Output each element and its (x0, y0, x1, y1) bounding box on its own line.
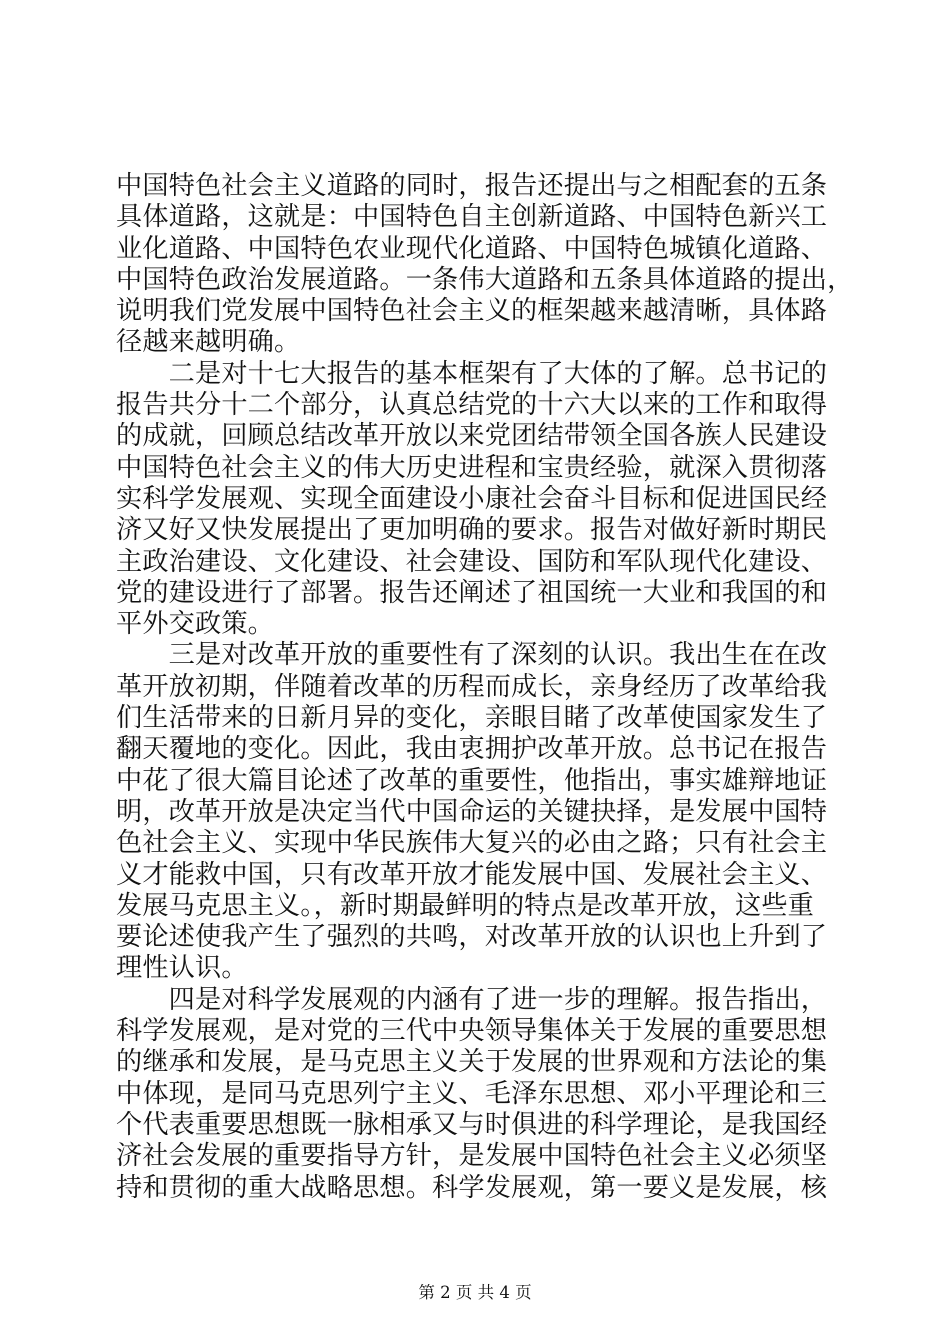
text-line: 济又好又快发展提出了更加明确的要求。报告对做好新时期民 (116, 515, 828, 546)
page-footer: 第 2 页 共 4 页 (418, 1283, 532, 1302)
text-line: 义才能救中国，只有改革开放才能发展中国、发展社会主义、 (116, 859, 828, 890)
text-line: 要论述使我产生了强烈的共鸣，对改革开放的认识也上升到了 (116, 922, 828, 953)
text-line: 中国特色社会主义道路的同时，报告还提出与之相配套的五条 (116, 171, 828, 201)
text-line: 科学发展观，是对党的三代中央领导集体关于发展的重要思想 (116, 1016, 828, 1047)
text-line: 革开放初期，伴随着改革的历程而成长，亲身经历了改革给我 (116, 671, 828, 702)
text-line: 中体现，是同马克思列宁主义、毛泽东思想、邓小平理论和三 (116, 1078, 828, 1109)
text-line: 的成就，回顾总结改革开放以来党团结带领全国各族人民建设 (116, 421, 828, 452)
text-line: 说明我们党发展中国特色社会主义的框架越来越清晰，具体路 (116, 296, 828, 327)
text-line: 具体道路，这就是：中国特色自主创新道路、中国特色新兴工 (116, 202, 828, 233)
text-line: 色社会主义、实现中华民族伟大复兴的必由之路；只有社会主 (116, 828, 828, 859)
text-line: 济社会发展的重要指导方针，是发展中国特色社会主义必须坚 (116, 1141, 828, 1172)
text-line: 中花了很大篇目论述了改革的重要性，他指出，事实雄辩地证 (116, 765, 828, 796)
text-line: 发展马克思主义。，新时期最鲜明的特点是改革开放，这些重 (116, 890, 815, 921)
text-line: 二是对十七大报告的基本框架有了大体的了解。总书记的 (116, 358, 828, 389)
text-line: 理性认识。 (116, 953, 248, 984)
text-line: 主政治建设、文化建设、社会建设、国防和军队现代化建设、 (116, 546, 828, 577)
text-line: 个代表重要思想既一脉相承又与时俱进的科学理论，是我国经 (116, 1109, 828, 1140)
text-line: 中国特色社会主义的伟大历史进程和宝贵经验，就深入贯彻落 (116, 452, 828, 483)
text-line: 的继承和发展，是马克思主义关于发展的世界观和方法论的集 (116, 1047, 828, 1078)
text-line: 中国特色政治发展道路。一条伟大道路和五条具体道路的提出， (116, 264, 854, 295)
text-line: 们生活带来的日新月异的变化，亲眼目睹了改革使国家发生了 (116, 703, 828, 734)
text-line: 明，改革开放是决定当代中国命运的关键抉择，是发展中国特 (116, 796, 828, 827)
text-line: 报告共分十二个部分，认真总结党的十六大以来的工作和取得 (116, 390, 828, 421)
text-line: 四是对科学发展观的内涵有了进一步的理解。报告指出， (116, 984, 828, 1015)
text-line: 翻天覆地的变化。因此，我由衷拥护改革开放。总书记在报告 (116, 734, 828, 765)
text-line: 业化道路、中国特色农业现代化道路、中国特色城镇化道路、 (116, 233, 828, 264)
text-line: 持和贯彻的重大战略思想。科学发展观，第一要义是发展，核 (116, 1172, 828, 1203)
text-line: 三是对改革开放的重要性有了深刻的认识。我出生在在改 (116, 640, 828, 671)
body-text (116, 171, 854, 1204)
text-line: 径越来越明确。 (116, 327, 301, 358)
text-line: 平外交政策。 (116, 609, 275, 640)
text-line: 党的建设进行了部署。报告还阐述了祖国统一大业和我国的和 (116, 577, 828, 608)
text-line: 实科学发展观、实现全面建设小康社会奋斗目标和促进国民经 (116, 483, 828, 514)
